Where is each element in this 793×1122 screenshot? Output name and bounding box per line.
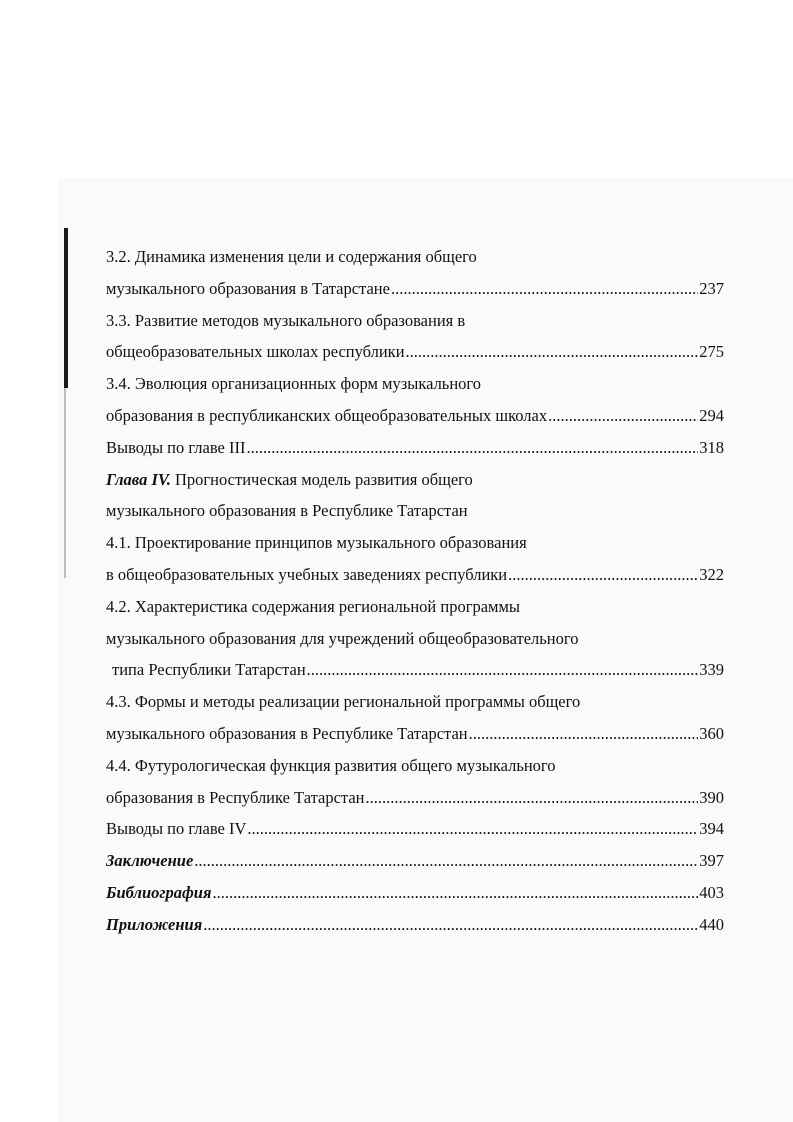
toc-entry-title: 4.4. Футурологическая функция развития общего музыкального: [106, 755, 556, 775]
dot-leader: [406, 336, 699, 368]
toc-entry-title: 4.1. Проектирование принципов музыкального образования: [106, 533, 527, 553]
toc-page-number: 294: [699, 405, 724, 425]
dot-leader: [508, 559, 698, 591]
chapter-label: Глава IV.: [106, 469, 171, 489]
toc-entry-title: музыкального образования в Татарстане: [106, 278, 390, 298]
dot-leader: [366, 782, 699, 814]
toc-entry-title: Выводы по главе III: [106, 437, 246, 457]
toc-page-number: 237: [699, 278, 724, 298]
toc-entry-4-3-line-1: [106, 686, 724, 718]
dot-leader: [246, 432, 698, 464]
chapter-title: Прогностическая модель развития общего: [170, 469, 473, 489]
toc-entry-4-4-line-2: [106, 782, 724, 814]
toc-page-number: 440: [699, 914, 724, 934]
chapter-title: музыкального образования в Республике Татарстан: [106, 501, 468, 521]
dot-leader: [307, 654, 699, 686]
toc-chapter-4-line-2: [106, 495, 724, 527]
toc-entry-4-2-line-1: [106, 591, 724, 623]
toc-entry-title: музыкального образования для учреждений общеобразовательного: [106, 628, 579, 648]
dot-leader: [247, 813, 698, 845]
table-of-contents: [106, 241, 724, 941]
dot-leader: [548, 400, 698, 432]
toc-chapter-4-line-1: [106, 464, 724, 496]
binding-edge-mark-faint: [64, 388, 66, 578]
toc-entry-title: общеобразовательных школах республики: [106, 342, 405, 362]
toc-page-number: 390: [699, 787, 724, 807]
dot-leader: [203, 909, 698, 941]
toc-entry-3-2-line-2: [106, 273, 724, 305]
toc-entry-4-1-line-2: [106, 559, 724, 591]
toc-entry-title: Заключение: [106, 851, 194, 871]
toc-entry-appendices: [106, 909, 724, 941]
toc-entry-conclusion: [106, 845, 724, 877]
toc-entry-3-3-line-2: [106, 336, 724, 368]
toc-page-number: 394: [699, 819, 724, 839]
toc-entry-title: Приложения: [106, 914, 203, 934]
toc-page-number: 339: [699, 660, 724, 680]
toc-entry-3-4-line-1: [106, 368, 724, 400]
toc-entry-title: в общеобразовательных учебных заведениях республики: [106, 564, 508, 584]
dot-leader: [469, 718, 699, 750]
toc-page-number: 275: [699, 342, 724, 362]
dot-leader: [212, 877, 698, 909]
toc-entry-4-2-line-3: [106, 654, 724, 686]
toc-entry-title: 3.3. Развитие методов музыкального образования в: [106, 310, 466, 330]
toc-page-number: 360: [699, 723, 724, 743]
toc-entry-3-4-line-2: [106, 400, 724, 432]
binding-edge-mark: [64, 228, 68, 388]
toc-entry-4-3-line-2: [106, 718, 724, 750]
toc-entry-4-4-line-1: [106, 750, 724, 782]
toc-entry-3-3-line-1: [106, 305, 724, 337]
toc-entry-3-2-line-1: [106, 241, 724, 273]
toc-entry-title: 3.2. Динамика изменения цели и содержания общего: [106, 247, 477, 266]
toc-entry-bibliography: [106, 877, 724, 909]
dot-leader: [194, 845, 698, 877]
toc-chapter-heading: [106, 464, 473, 496]
toc-page-number: 318: [699, 437, 724, 457]
toc-page-number: 322: [699, 564, 724, 584]
toc-entry-conclusions-3: [106, 432, 724, 464]
toc-entry-title: 4.2. Характеристика содержания региональной программы: [106, 596, 520, 616]
toc-entry-title: образования в Республике Татарстан: [106, 787, 365, 807]
toc-entry-title: Библиография: [106, 882, 212, 902]
toc-page-number: 403: [699, 882, 724, 902]
toc-entry-title: 3.4. Эволюция организационных форм музыкального: [106, 374, 482, 394]
toc-entry-title: образования в республиканских общеобразовательных школах: [106, 405, 548, 425]
toc-entry-4-2-line-2: [106, 623, 724, 655]
toc-entry-4-1-line-1: [106, 527, 724, 559]
toc-entry-title: Выводы по главе IV: [106, 819, 247, 839]
dot-leader: [391, 273, 698, 305]
toc-entry-title: 4.3. Формы и методы реализации региональной программы общего: [106, 692, 581, 712]
toc-entry-conclusions-4: [106, 813, 724, 845]
toc-entry-title: музыкального образования в Республике Татарстан: [106, 723, 468, 743]
toc-page-number: 397: [699, 851, 724, 871]
toc-entry-title: типа Республики Татарстан: [112, 660, 306, 680]
